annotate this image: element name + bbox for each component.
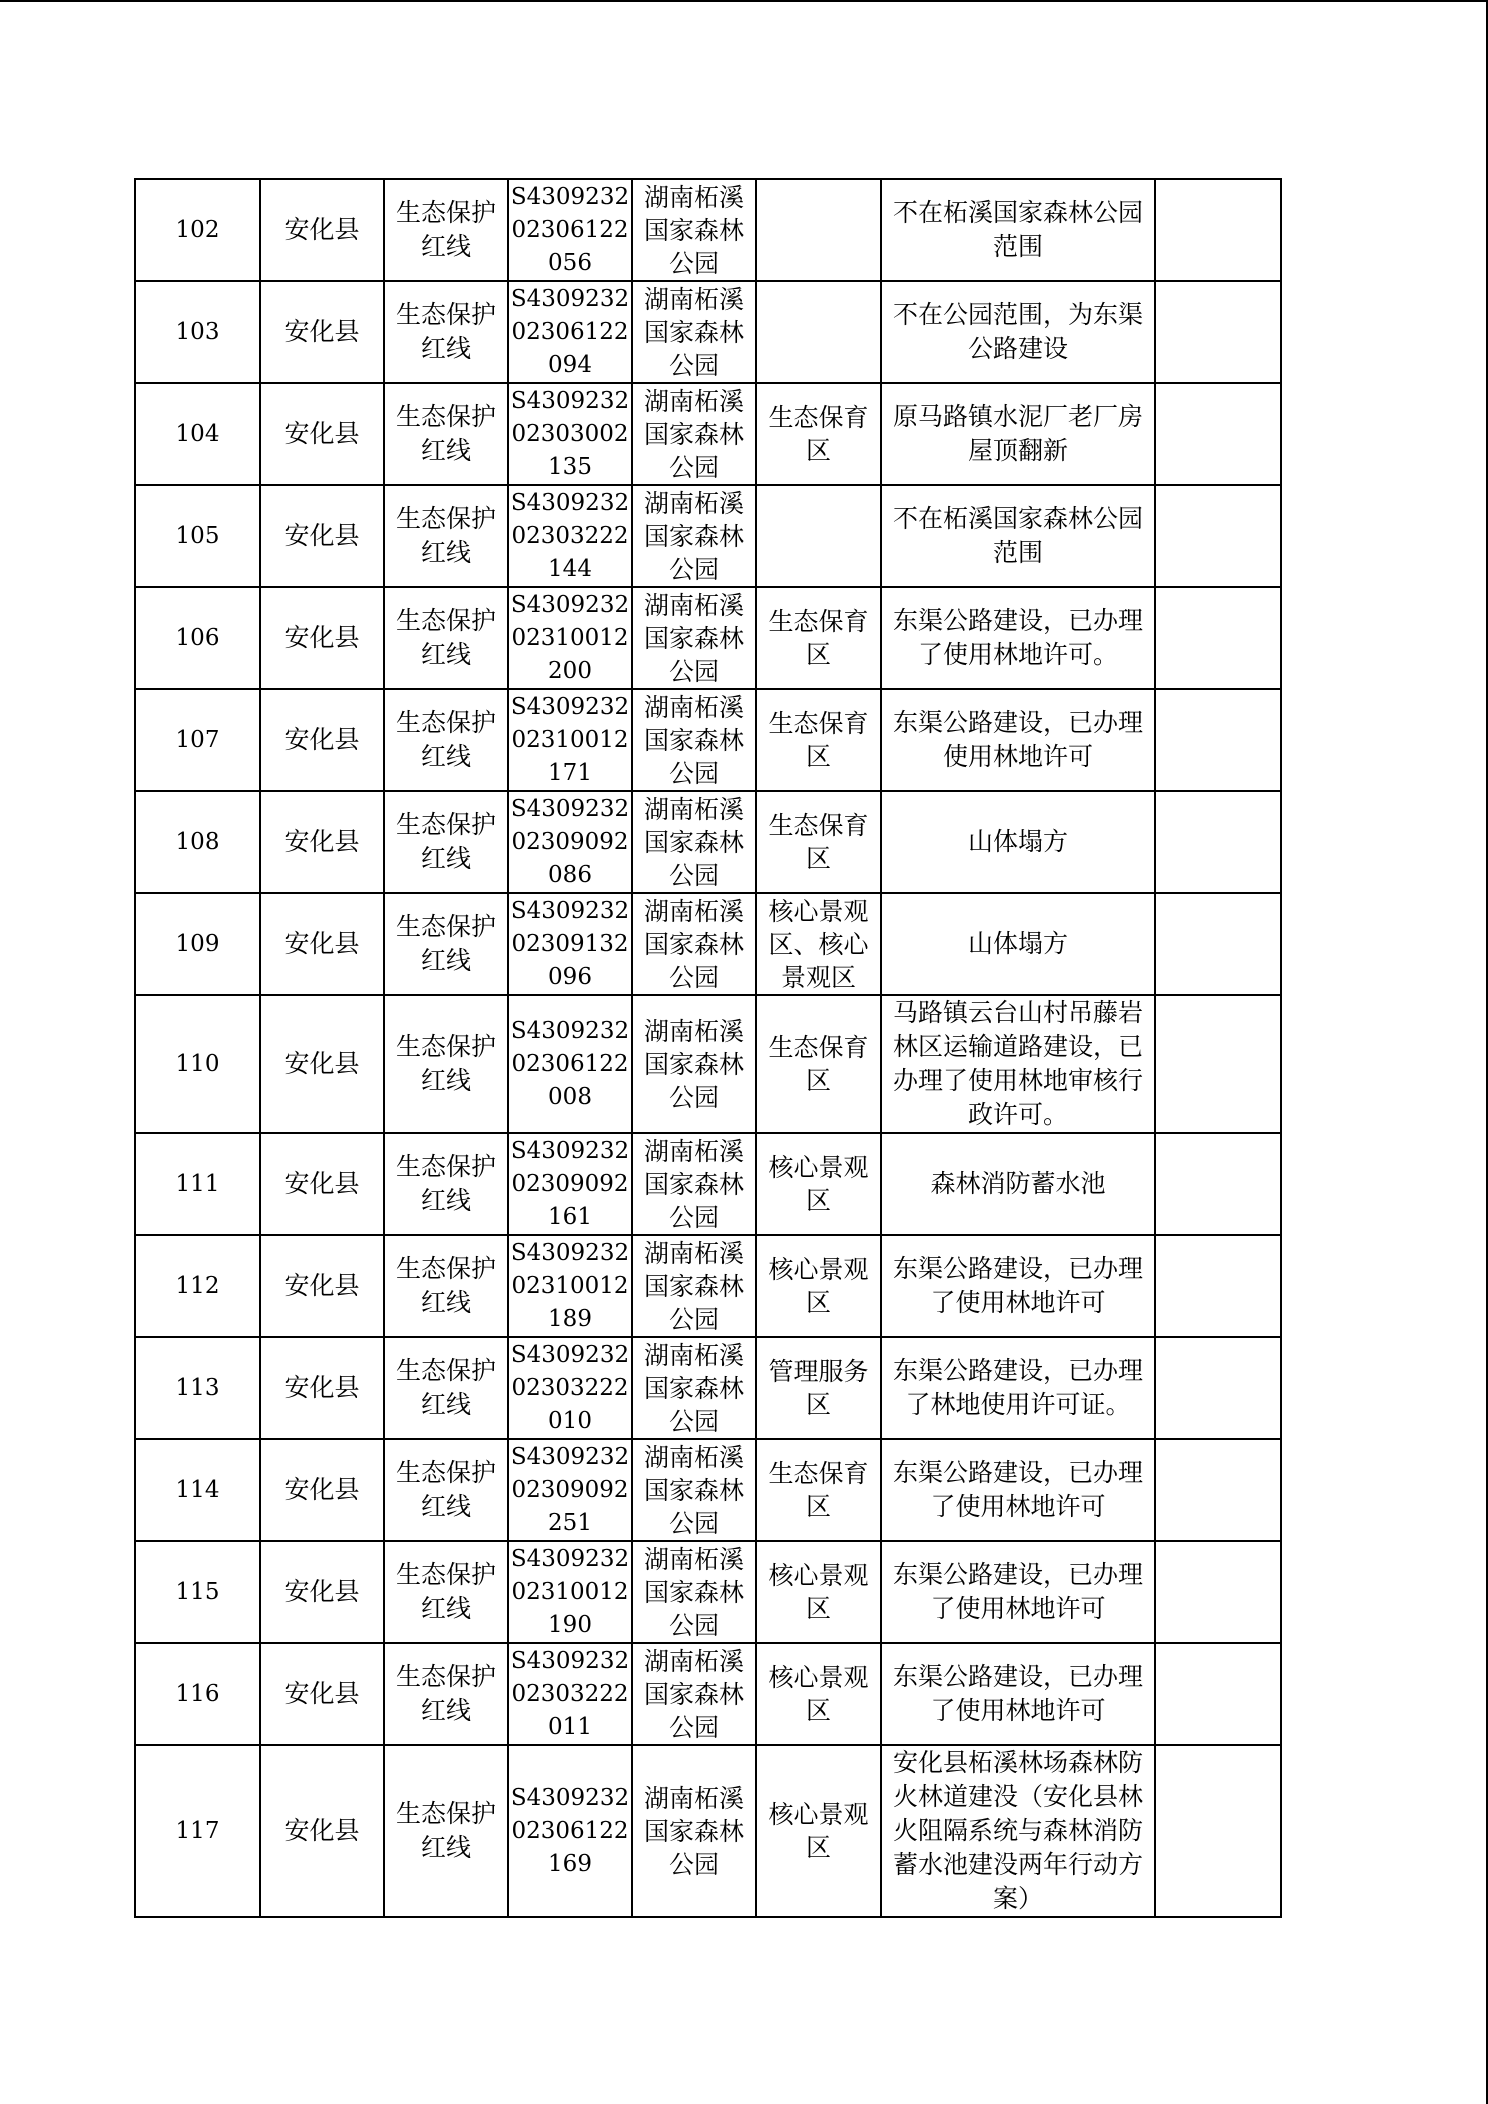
row-park: 湖南柘溪国家森林公园 — [632, 893, 756, 995]
table-row — [135, 893, 1281, 995]
row-code: S430923202306122056 — [508, 179, 632, 281]
row-county: 安化县 — [260, 1133, 384, 1235]
table-row — [135, 791, 1281, 893]
row-park: 湖南柘溪国家森林公园 — [632, 1133, 756, 1235]
row-seq: 112 — [135, 1235, 260, 1337]
row-extra — [1155, 1337, 1281, 1439]
row-extra — [1155, 1745, 1281, 1917]
row-extra — [1155, 587, 1281, 689]
row-note: 安化县柘溪林场森林防火林道建没（安化县林火阻隔系统与森林消防蓄水池建没两年行动方案） — [881, 1745, 1155, 1917]
table-row — [135, 1745, 1281, 1917]
table-row — [135, 179, 1281, 281]
table-row — [135, 383, 1281, 485]
row-category: 生态保护红线 — [384, 485, 508, 587]
row-county: 安化县 — [260, 383, 384, 485]
row-county: 安化县 — [260, 1745, 384, 1917]
row-zone: 生态保育区 — [756, 383, 881, 485]
row-extra — [1155, 791, 1281, 893]
row-extra — [1155, 281, 1281, 383]
row-zone: 核心景观区 — [756, 1235, 881, 1337]
row-category: 生态保护红线 — [384, 383, 508, 485]
row-category: 生态保护红线 — [384, 179, 508, 281]
row-county: 安化县 — [260, 689, 384, 791]
row-code: S430923202303222144 — [508, 485, 632, 587]
row-zone: 核心景观区、核心景观区 — [756, 893, 881, 995]
row-extra — [1155, 1133, 1281, 1235]
row-county: 安化县 — [260, 1337, 384, 1439]
row-category: 生态保护红线 — [384, 1235, 508, 1337]
row-county: 安化县 — [260, 281, 384, 383]
row-seq: 110 — [135, 995, 260, 1133]
row-seq: 104 — [135, 383, 260, 485]
row-category: 生态保护红线 — [384, 689, 508, 791]
table-row — [135, 587, 1281, 689]
row-code: S430923202310012189 — [508, 1235, 632, 1337]
table-row — [135, 689, 1281, 791]
row-county: 安化县 — [260, 1643, 384, 1745]
row-code: S430923202303002135 — [508, 383, 632, 485]
row-category: 生态保护红线 — [384, 1541, 508, 1643]
row-category: 生态保护红线 — [384, 791, 508, 893]
row-extra — [1155, 689, 1281, 791]
row-zone: 生态保育区 — [756, 689, 881, 791]
row-zone: 生态保育区 — [756, 791, 881, 893]
table-row — [135, 1133, 1281, 1235]
row-code: S430923202303222010 — [508, 1337, 632, 1439]
row-park: 湖南柘溪国家森林公园 — [632, 179, 756, 281]
table-row — [135, 1235, 1281, 1337]
row-zone: 生态保育区 — [756, 587, 881, 689]
row-park: 湖南柘溪国家森林公园 — [632, 1643, 756, 1745]
row-extra — [1155, 383, 1281, 485]
row-seq: 111 — [135, 1133, 260, 1235]
row-note: 山体塌方 — [881, 893, 1155, 995]
row-note: 森林消防蓄水池 — [881, 1133, 1155, 1235]
row-note: 原马路镇水泥厂老厂房屋顶翻新 — [881, 383, 1155, 485]
row-seq: 102 — [135, 179, 260, 281]
row-zone — [756, 485, 881, 587]
row-park: 湖南柘溪国家森林公园 — [632, 485, 756, 587]
row-extra — [1155, 179, 1281, 281]
row-code: S430923202310012190 — [508, 1541, 632, 1643]
table-row — [135, 1643, 1281, 1745]
row-note: 东渠公路建设，已办理了林地使用许可证。 — [881, 1337, 1155, 1439]
row-seq: 105 — [135, 485, 260, 587]
row-category: 生态保护红线 — [384, 281, 508, 383]
row-extra — [1155, 1235, 1281, 1337]
row-seq: 108 — [135, 791, 260, 893]
row-code: S430923202309092251 — [508, 1439, 632, 1541]
row-extra — [1155, 1541, 1281, 1643]
row-category: 生态保护红线 — [384, 1745, 508, 1917]
row-zone — [756, 281, 881, 383]
row-note: 东渠公路建设，已办理了使用林地许可 — [881, 1439, 1155, 1541]
row-code: S430923202309132096 — [508, 893, 632, 995]
row-note: 东渠公路建设，已办理了使用林地许可 — [881, 1235, 1155, 1337]
row-zone: 管理服务区 — [756, 1337, 881, 1439]
row-note: 东渠公路建设，已办理了使用林地许可。 — [881, 587, 1155, 689]
table-row — [135, 1337, 1281, 1439]
row-county: 安化县 — [260, 791, 384, 893]
row-seq: 103 — [135, 281, 260, 383]
row-category: 生态保护红线 — [384, 1133, 508, 1235]
row-zone: 核心景观区 — [756, 1745, 881, 1917]
row-seq: 109 — [135, 893, 260, 995]
row-park: 湖南柘溪国家森林公园 — [632, 689, 756, 791]
row-county: 安化县 — [260, 1235, 384, 1337]
page-edge-top — [0, 0, 1488, 2]
row-zone: 核心景观区 — [756, 1643, 881, 1745]
row-code: S430923202303222011 — [508, 1643, 632, 1745]
row-county: 安化县 — [260, 893, 384, 995]
table-row — [135, 995, 1281, 1133]
row-code: S430923202309092161 — [508, 1133, 632, 1235]
row-park: 湖南柘溪国家森林公园 — [632, 1235, 756, 1337]
row-seq: 106 — [135, 587, 260, 689]
row-seq: 113 — [135, 1337, 260, 1439]
row-park: 湖南柘溪国家森林公园 — [632, 1745, 756, 1917]
row-park: 湖南柘溪国家森林公园 — [632, 383, 756, 485]
row-note: 东渠公路建设，已办理了使用林地许可 — [881, 1541, 1155, 1643]
row-park: 湖南柘溪国家森林公园 — [632, 587, 756, 689]
row-park: 湖南柘溪国家森林公园 — [632, 281, 756, 383]
row-seq: 115 — [135, 1541, 260, 1643]
row-extra — [1155, 995, 1281, 1133]
row-seq: 107 — [135, 689, 260, 791]
row-code: S430923202306122094 — [508, 281, 632, 383]
records-table-body — [135, 179, 1281, 1917]
row-note: 不在柘溪国家森林公园范围 — [881, 179, 1155, 281]
row-category: 生态保护红线 — [384, 587, 508, 689]
row-note: 不在公园范围，为东渠公路建设 — [881, 281, 1155, 383]
row-park: 湖南柘溪国家森林公园 — [632, 1337, 756, 1439]
row-zone: 核心景观区 — [756, 1133, 881, 1235]
row-county: 安化县 — [260, 995, 384, 1133]
row-code: S430923202306122169 — [508, 1745, 632, 1917]
row-extra — [1155, 485, 1281, 587]
records-table — [134, 178, 1282, 1918]
row-county: 安化县 — [260, 179, 384, 281]
row-zone — [756, 179, 881, 281]
row-category: 生态保护红线 — [384, 1439, 508, 1541]
row-extra — [1155, 1643, 1281, 1745]
table-row — [135, 1541, 1281, 1643]
row-category: 生态保护红线 — [384, 1643, 508, 1745]
row-county: 安化县 — [260, 1439, 384, 1541]
row-county: 安化县 — [260, 1541, 384, 1643]
row-code: S430923202310012200 — [508, 587, 632, 689]
row-extra — [1155, 1439, 1281, 1541]
row-zone: 核心景观区 — [756, 1541, 881, 1643]
row-zone: 生态保育区 — [756, 995, 881, 1133]
row-code: S430923202306122008 — [508, 995, 632, 1133]
row-category: 生态保护红线 — [384, 893, 508, 995]
row-code: S430923202309092086 — [508, 791, 632, 893]
row-county: 安化县 — [260, 587, 384, 689]
row-category: 生态保护红线 — [384, 1337, 508, 1439]
row-park: 湖南柘溪国家森林公园 — [632, 791, 756, 893]
row-seq: 116 — [135, 1643, 260, 1745]
row-note: 马路镇云台山村吊藤岩林区运输道路建设，已办理了使用林地审核行政许可。 — [881, 995, 1155, 1133]
row-park: 湖南柘溪国家森林公园 — [632, 995, 756, 1133]
row-park: 湖南柘溪国家森林公园 — [632, 1541, 756, 1643]
row-county: 安化县 — [260, 485, 384, 587]
row-zone: 生态保育区 — [756, 1439, 881, 1541]
row-category: 生态保护红线 — [384, 995, 508, 1133]
table-row — [135, 281, 1281, 383]
row-park: 湖南柘溪国家森林公园 — [632, 1439, 756, 1541]
row-extra — [1155, 893, 1281, 995]
row-note: 不在柘溪国家森林公园范围 — [881, 485, 1155, 587]
row-note: 东渠公路建设，已办理使用林地许可 — [881, 689, 1155, 791]
table-row — [135, 1439, 1281, 1541]
row-note: 东渠公路建设，已办理了使用林地许可 — [881, 1643, 1155, 1745]
row-code: S430923202310012171 — [508, 689, 632, 791]
row-seq: 117 — [135, 1745, 260, 1917]
row-note: 山体塌方 — [881, 791, 1155, 893]
row-seq: 114 — [135, 1439, 260, 1541]
table-row — [135, 485, 1281, 587]
